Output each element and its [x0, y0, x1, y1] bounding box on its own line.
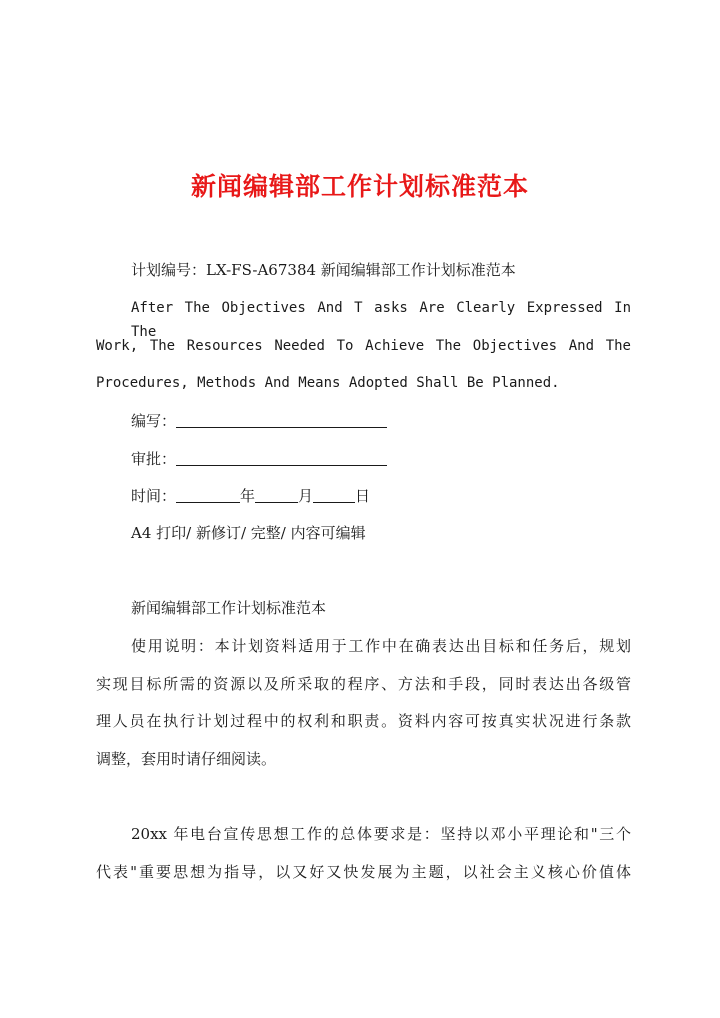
- english-intro-line-1: After The Objectives And T asks Are Clearly Expressed In The: [131, 300, 631, 340]
- approver-label: 审批：: [131, 450, 177, 468]
- writer-field: [131, 409, 387, 433]
- usage-line-2: 实现目标所需的资源以及所采取的程序、方法和手段，同时表达出各级管: [96, 675, 631, 693]
- day-label: 日: [355, 487, 371, 505]
- plan-number: 计划编号：LX-FS-A67384 新闻编辑部工作计划标准范本: [131, 261, 516, 279]
- section-title: 新闻编辑部工作计划标准范本: [131, 599, 327, 617]
- time-field: [131, 484, 370, 508]
- day-blank: [313, 487, 355, 503]
- usage-line-3: 理人员在执行计划过程中的权利和职责。资料内容可按真实状况进行条款: [96, 712, 631, 730]
- body-line-1: 20xx 年电台宣传思想工作的总体要求是：坚持以邓小平理论和"三个: [131, 825, 631, 843]
- month-label: 月: [298, 487, 314, 505]
- approver-blank: [176, 450, 387, 466]
- usage-line-4: 调整，套用时请仔细阅读。: [96, 750, 277, 768]
- writer-blank: [176, 412, 387, 428]
- time-label: 时间：: [131, 487, 177, 505]
- usage-line-1: 使用说明：本计划资料适用于工作中在确表达出目标和任务后，规划: [131, 637, 631, 655]
- year-label: 年: [240, 487, 256, 505]
- body-line-2: 代表"重要思想为指导，以又好又快发展为主题，以社会主义核心价值体: [96, 863, 631, 881]
- english-intro-line-2: Work, The Resources Needed To Achieve The Objectives And The: [96, 338, 631, 354]
- approver-field: [131, 447, 387, 471]
- print-note: A4 打印/ 新修订/ 完整/ 内容可编辑: [131, 524, 366, 542]
- month-blank: [255, 487, 298, 503]
- year-blank: [176, 487, 240, 503]
- writer-label: 编写：: [131, 412, 177, 430]
- english-intro-line-3: Procedures, Methods And Means Adopted Shall Be Planned.: [96, 375, 560, 391]
- document-title: 新闻编辑部工作计划标准范本: [190, 171, 529, 201]
